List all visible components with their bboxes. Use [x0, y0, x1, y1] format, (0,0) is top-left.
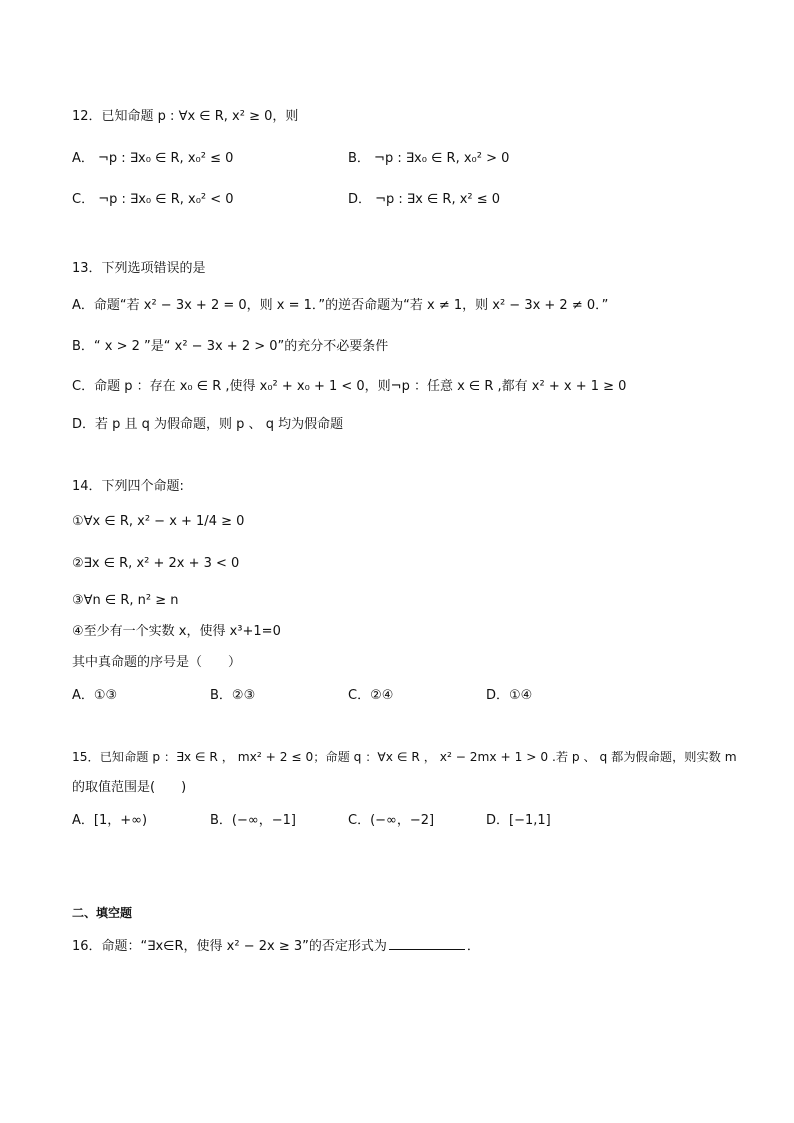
q12-option-b: B． ¬p : ∃x₀ ∈ R, x₀² > 0 — [348, 151, 510, 166]
q15-stem-line1: 15．已知命题 p ：∃x ∈ R ， mx² + 2 ≤ 0；命题 q ：∀x ∈ R ， x² − 2mx + 1 > 0 .若 p 、 q 都为假命题，则实数 m — [72, 750, 737, 764]
q13-option-b: B．“ x > 2 ”是“ x² − 3x + 2 > 0”的充分不必要条件 — [72, 339, 389, 354]
q12-option-c: C． ¬p : ∃x₀ ∈ R, x₀² < 0 — [72, 192, 234, 207]
q16-end: ． — [466, 939, 480, 954]
q14-option-a: A．①③ — [72, 688, 118, 703]
q12-option-d: D． ¬p : ∃x ∈ R, x² ≤ 0 — [348, 192, 501, 207]
q12-option-a: A． ¬p : ∃x₀ ∈ R, x₀² ≤ 0 — [72, 151, 234, 166]
q15-option-d: D．[−1,1] — [486, 813, 551, 828]
q14-stem: 14．下列四个命题: — [72, 479, 184, 494]
q15-option-b: B．(−∞，−1] — [210, 813, 296, 828]
q14-option-c: C．②④ — [348, 688, 394, 703]
q14-question: 其中真命题的序号是（ ） — [72, 655, 242, 670]
q14-statement-2: ②∃x ∈ R, x² + 2x + 3 < 0 — [72, 556, 240, 571]
q14-statement-1: ①∀x ∈ R, x² − x + 1/4 ≥ 0 — [72, 514, 245, 529]
q13-option-d: D．若 p 且 q 为假命题，则 p 、 q 均为假命题 — [72, 417, 344, 432]
q15-option-c: C．(−∞，−2] — [348, 813, 435, 828]
q14-statement-3: ③∀n ∈ R, n² ≥ n — [72, 593, 179, 608]
q14-statement-4: ④至少有一个实数 x，使得 x³+1=0 — [72, 624, 281, 639]
q12-stem: 12．已知命题 p : ∀x ∈ R, x² ≥ 0，则 — [72, 109, 299, 124]
q16-line — [72, 937, 480, 956]
q13-stem: 13．下列选项错误的是 — [72, 261, 206, 276]
q15-stem-line2: 的取值范围是( ) — [72, 780, 187, 795]
q13-option-a: A．命题“若 x² − 3x + 2 = 0，则 x = 1．”的逆否命题为“若 x ≠ 1，则 x² − 3x + 2 ≠ 0．” — [72, 298, 609, 313]
q16-text: 16．命题：“∃x∈R，使得 x² − 2x ≥ 3”的否定形式为 — [72, 939, 387, 954]
q13-option-c: C．命题 p ：存在 x₀ ∈ R ,使得 x₀² + x₀ + 1 < 0，则¬p ：任意 x ∈ R ,都有 x² + x + 1 ≥ 0 — [72, 379, 627, 394]
q15-option-a: A．[1，+∞) — [72, 813, 148, 828]
q14-option-d: D．①④ — [486, 688, 533, 703]
q14-option-b: B．②③ — [210, 688, 256, 703]
section-heading: 二、填空题 — [72, 906, 133, 920]
answer-blank[interactable] — [389, 937, 465, 950]
